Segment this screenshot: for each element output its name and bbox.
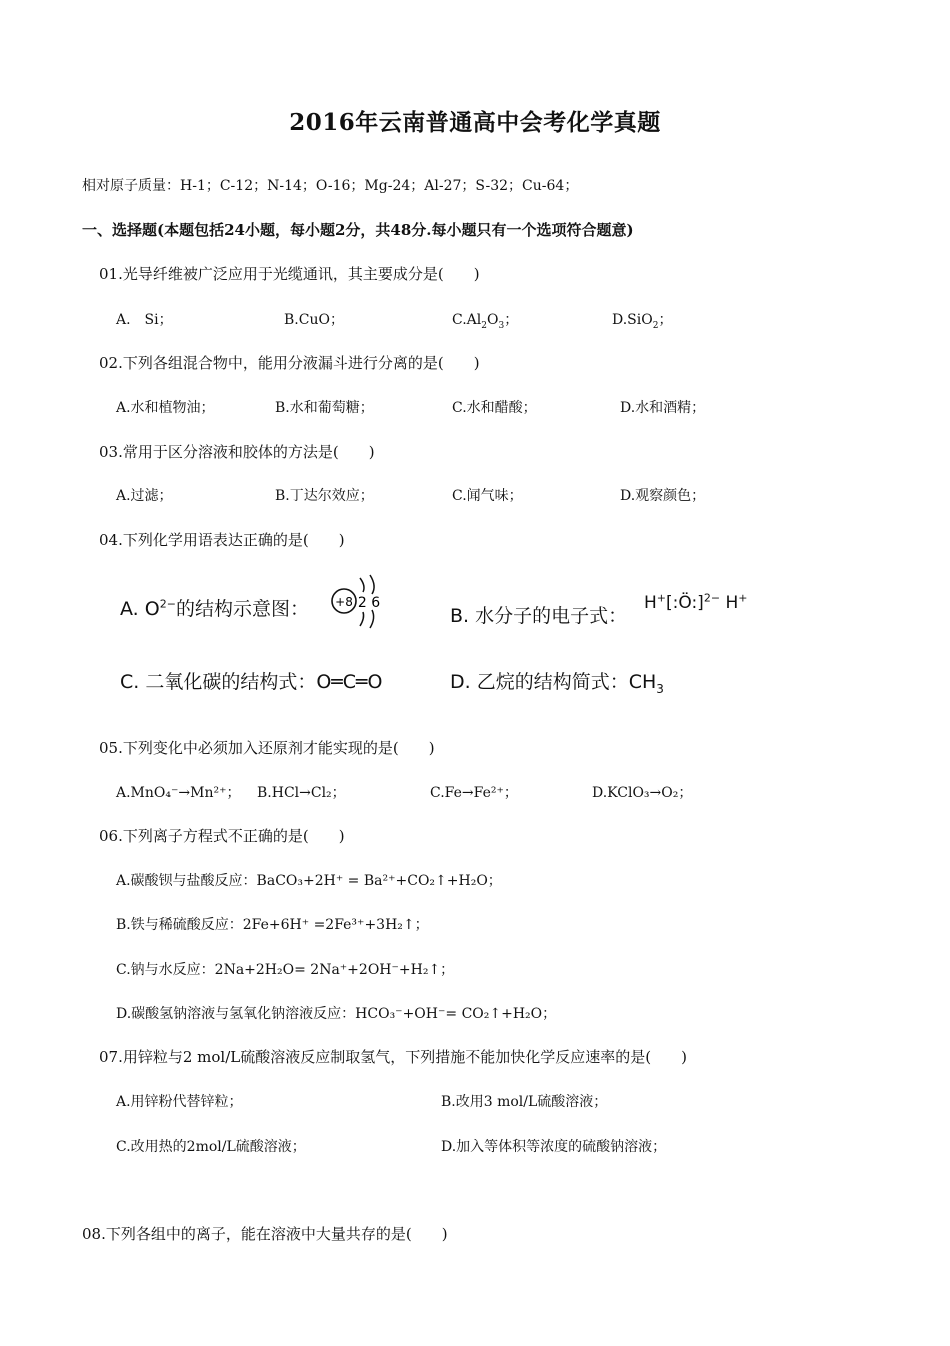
nucleus-charge: +8 xyxy=(335,595,353,609)
question-1-option-c: $C.Al_2O_3$； xyxy=(452,312,519,331)
water-electron-formula: H+[:Ö:]$^{2-}$ H+ xyxy=(644,591,748,613)
question-1-stem: 01.光导纤维被广泛应用于光缆通讯，其主要成分是( ) xyxy=(99,265,480,283)
question-6-option-d: D.碳酸氢钠溶液与氢氧化钠溶液反应：HCO₃⁻+OH⁻= CO₂↑+H₂O； xyxy=(116,1006,557,1022)
question-2-option-b: B.水和葡萄糖； xyxy=(275,400,374,416)
question-7-option-d: D.加入等体积等浓度的硫酸钠溶液； xyxy=(441,1139,667,1155)
question-5-option-b: B.HCl→Cl₂； xyxy=(257,785,346,801)
question-3-stem: 03.常用于区分溶液和胶体的方法是( ) xyxy=(99,443,375,461)
section-heading: 一、选择题(本题包括24小题，每小题2分，共48分.每小题只有一个选项符合题意) xyxy=(82,221,634,239)
question-2-option-a: A.水和植物油； xyxy=(116,400,215,416)
question-7-option-c: C.改用热的2mol/L硫酸溶液； xyxy=(116,1139,306,1155)
question-2-option-c: C.水和醋酸； xyxy=(452,400,537,416)
question-2-option-d: D.水和酒精； xyxy=(620,400,706,416)
question-8-stem: 08.下列各组中的离子，能在溶液中大量共存的是( ) xyxy=(82,1225,448,1243)
question-4-option-d: D. 乙烷的结构简式：$CH_3$ xyxy=(450,671,664,696)
question-3-option-d: D.观察颜色； xyxy=(620,488,706,504)
question-7-option-b: B.改用3 mol/L硫酸溶液； xyxy=(441,1094,608,1110)
question-6-option-b: B.铁与稀硫酸反应：2Fe+6H⁺ =2Fe³⁺+3H₂↑； xyxy=(116,917,429,933)
electron-shells: 2 6 xyxy=(357,595,381,611)
question-1-option-d: D.SiO$_2$； xyxy=(612,312,673,331)
question-3-option-c: C.闻气味； xyxy=(452,488,523,504)
question-4-option-b: B. 水分子的电子式： xyxy=(450,605,628,627)
question-1-option-a: A. Si； xyxy=(116,312,173,328)
question-5-option-d: D.KClO₃→O₂； xyxy=(592,785,693,801)
question-2-stem: 02.下列各组混合物中，能用分液漏斗进行分离的是( ) xyxy=(99,354,480,372)
question-5-option-a: A.MnO₄⁻→Mn²⁺； xyxy=(116,785,241,801)
question-7-stem: 07.用锌粒与2 mol/L硫酸溶液反应制取氢气，下列措施不能加快化学反应速率的是( ) xyxy=(99,1048,687,1066)
question-5-option-c: C.Fe→Fe²⁺； xyxy=(430,785,518,801)
question-1-option-b: B.CuO； xyxy=(284,312,344,328)
question-4-stem: 04.下列化学用语表达正确的是( ) xyxy=(99,531,345,549)
question-6-option-c: C.钠与水反应：2Na+2H₂O= 2Na⁺+2OH⁻+H₂↑； xyxy=(116,962,455,978)
question-3-option-a: A.过滤； xyxy=(116,488,173,504)
question-4-option-a: A. $O^{2-}$的结构示意图： xyxy=(120,597,309,620)
question-6-option-a: A.碳酸钡与盐酸反应：BaCO₃+2H⁺ = Ba²⁺+CO₂↑+H₂O； xyxy=(116,873,502,889)
question-5-stem: 05.下列变化中必须加入还原剂才能实现的是( ) xyxy=(99,739,435,757)
atomic-masses: 相对原子质量：H-1；C-12；N-14；O-16；Mg-24；Al-27；S-32；Cu-64； xyxy=(82,178,579,194)
question-3-option-b: B.丁达尔效应； xyxy=(275,488,374,504)
question-6-stem: 06.下列离子方程式不正确的是( ) xyxy=(99,827,345,845)
question-4-option-c: C. 二氧化碳的结构式：O═C═O xyxy=(120,671,383,693)
question-7-option-a: A.用锌粉代替锌粒； xyxy=(116,1094,243,1110)
oxygen-ion-structure-diagram xyxy=(326,570,396,632)
page-title: 2016年云南普通高中会考化学真题 xyxy=(289,109,661,136)
